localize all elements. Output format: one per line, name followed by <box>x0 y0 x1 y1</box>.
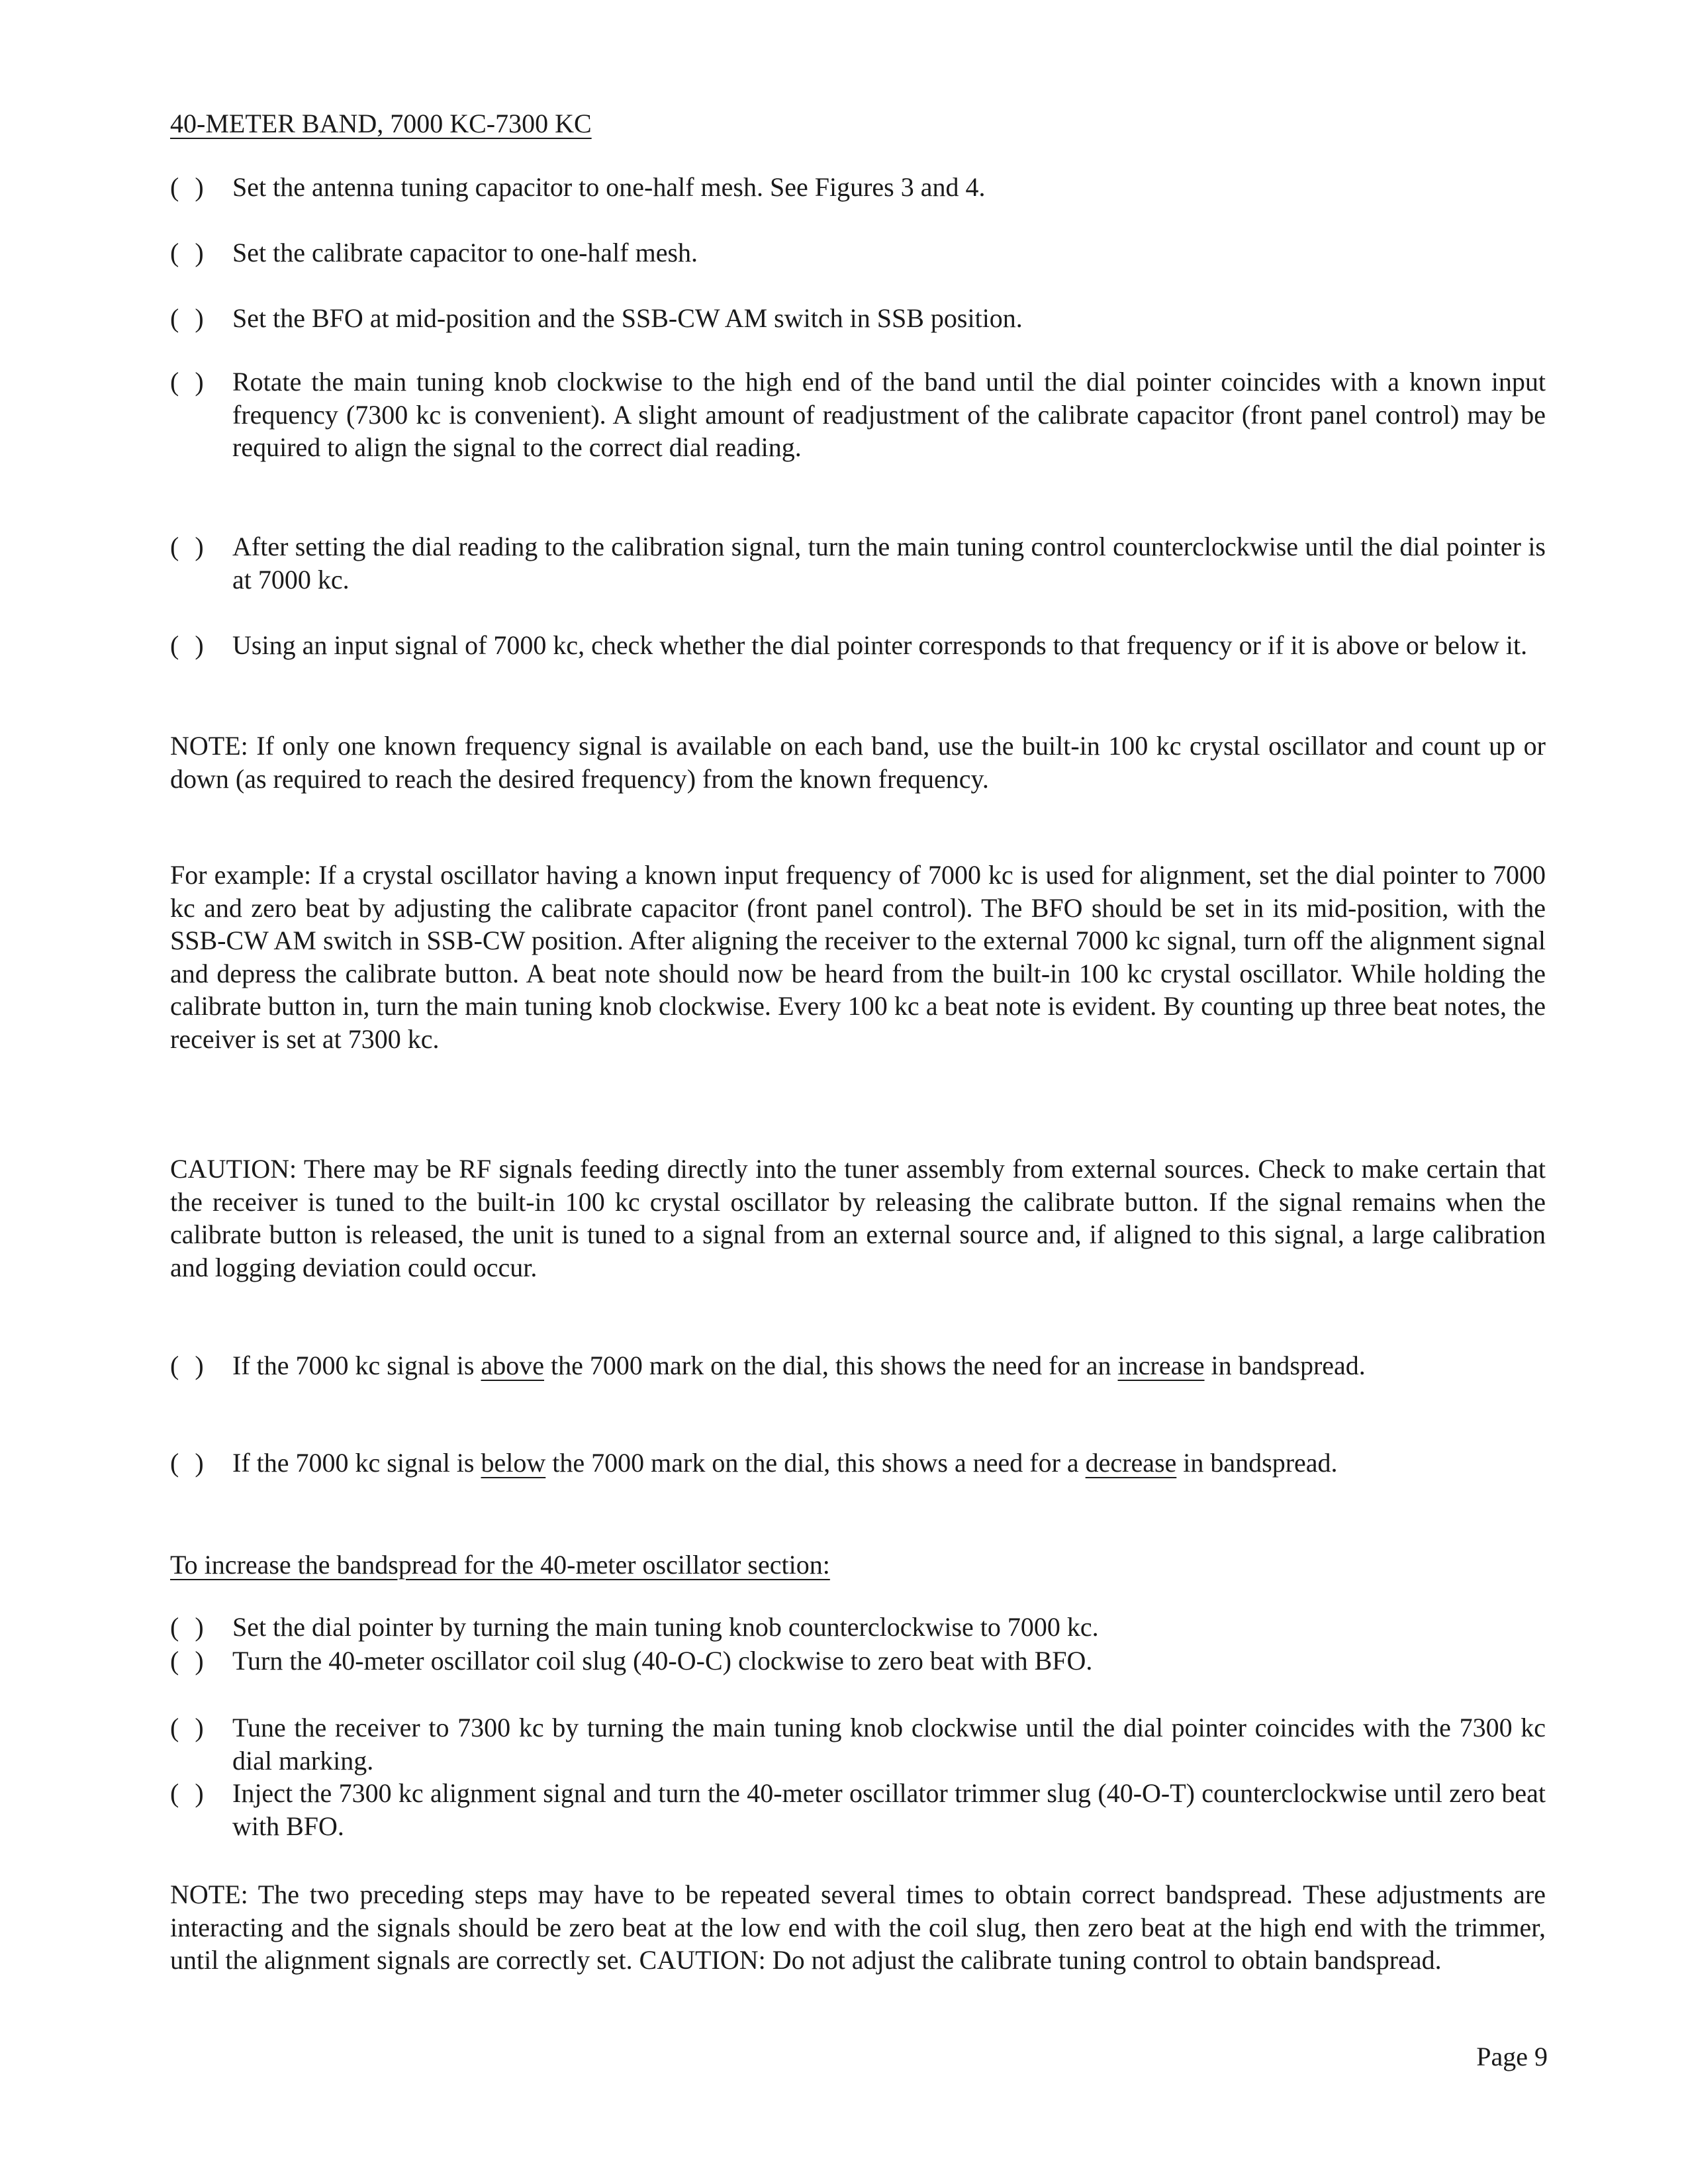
step-item: ( ) Set the dial pointer by turning the main tuning knob counterclockwise to 7000 kc. <box>170 1611 1546 1644</box>
checkbox[interactable]: ( ) <box>170 630 204 660</box>
checkbox[interactable]: ( ) <box>170 532 204 561</box>
step-item: ( ) Tune the receiver to 7300 kc by turning the main tuning knob clockwise until the dial pointer coincides with the 7300 kc dial marking. <box>170 1713 1546 1776</box>
checkbox[interactable]: ( ) <box>170 1612 204 1642</box>
step-item: ( ) Inject the 7300 kc alignment signal and turn the 40-meter oscillator trimmer slug (40-O-T) counterclockwise until zero beat with BFO. <box>170 1778 1546 1841</box>
checkbox[interactable]: ( ) <box>170 1351 204 1380</box>
checkbox[interactable]: ( ) <box>170 1448 204 1478</box>
caution-paragraph: CAUTION: There may be RF signals feeding directly into the tuner assembly from external sources. Check to make certain that the receiver is tuned to the built-in 100 kc crystal oscillator by releasing the calibrate button. If the signal remains when the calibrate button is released, the unit is tuned to a signal from an external source and, if aligned to this signal, a large calibration and logging deviation could occur. <box>170 1154 1546 1282</box>
checkbox[interactable]: ( ) <box>170 303 204 333</box>
step-item: ( ) Rotate the main tuning knob clockwise to the high end of the band until the dial pointer coincides with a known input frequency (7300 kc is convenient). A slight amount of readjustment of the calibrate capacitor (front panel control) may be required to align the signal to the correct dial reading. <box>170 367 1546 462</box>
example-paragraph: For example: If a crystal oscillator having a known input frequency of 7000 kc is used for alignment, set the dial pointer to 7000 kc and zero beat by adjusting the calibrate capacitor (front panel control). The BFO should be set in its mid-position, with the SSB-CW AM switch in SSB-CW position. After aligning the receiver to the external 7000 kc signal, turn off the alignment signal and depress the calibrate button. A beat note should now be heard from the built-in 100 kc crystal oscillator. While holding the calibrate button in, turn the main tuning knob clockwise. Every 100 kc a beat note is evident. By counting up three beat notes, the receiver is set at 7300 kc. <box>170 860 1546 1054</box>
checkbox[interactable]: ( ) <box>170 367 204 397</box>
underlined-word: above <box>481 1351 545 1380</box>
checkbox[interactable]: ( ) <box>170 1778 204 1808</box>
subheading: To increase the bandspread for the 40-meter oscillator section: <box>170 1550 830 1580</box>
step-item: ( ) After setting the dial reading to the calibration signal, turn the main tuning control counterclockwise until the dial pointer is at 7000 kc. <box>170 532 1546 594</box>
note-paragraph: NOTE: If only one known frequency signal is available on each band, use the built-in 100 kc crystal oscillator and count up or down (as required to reach the desired frequency) from the known frequency. <box>170 731 1546 794</box>
underlined-word: decrease <box>1085 1448 1177 1478</box>
step-item: ( ) Using an input signal of 7000 kc, check whether the dial pointer corresponds to that frequency or if it is above or below it. <box>170 629 1546 662</box>
step-item: ( ) Turn the 40-meter oscillator coil slug (40-O-C) clockwise to zero beat with BFO. <box>170 1644 1546 1678</box>
step-item: ( ) If the 7000 kc signal is above the 7000 mark on the dial, this shows the need for an increase in bandspread. <box>170 1349 1546 1382</box>
step-item: ( ) Set the BFO at mid-position and the SSB-CW AM switch in SSB position. <box>170 302 1546 335</box>
checkbox[interactable]: ( ) <box>170 1713 204 1742</box>
page-number: Page 9 <box>1476 2042 1548 2071</box>
section-heading: 40-METER BAND, 7000 KC-7300 KC <box>170 109 592 138</box>
note-paragraph: NOTE: The two preceding steps may have to be repeated several times to obtain correct bandspread. These adjustments are interacting and the signals should be zero beat at the low end with the coil slug, then zero beat at the high end with the trimmer, until the alignment signals are correctly set. CAUTION: Do not adjust the calibrate tuning control to obtain bandspread. <box>170 1879 1546 1975</box>
checkbox[interactable]: ( ) <box>170 238 204 267</box>
step-item: ( ) Set the calibrate capacitor to one-half mesh. <box>170 236 1546 269</box>
step-item: ( ) Set the antenna tuning capacitor to one-half mesh. See Figures 3 and 4. <box>170 171 1546 204</box>
step-item: ( ) If the 7000 kc signal is below the 7000 mark on the dial, this shows a need for a decrease in bandspread. <box>170 1447 1546 1480</box>
checkbox[interactable]: ( ) <box>170 172 204 202</box>
underlined-word: increase <box>1117 1351 1205 1380</box>
checkbox[interactable]: ( ) <box>170 1646 204 1676</box>
underlined-word: below <box>481 1448 546 1478</box>
